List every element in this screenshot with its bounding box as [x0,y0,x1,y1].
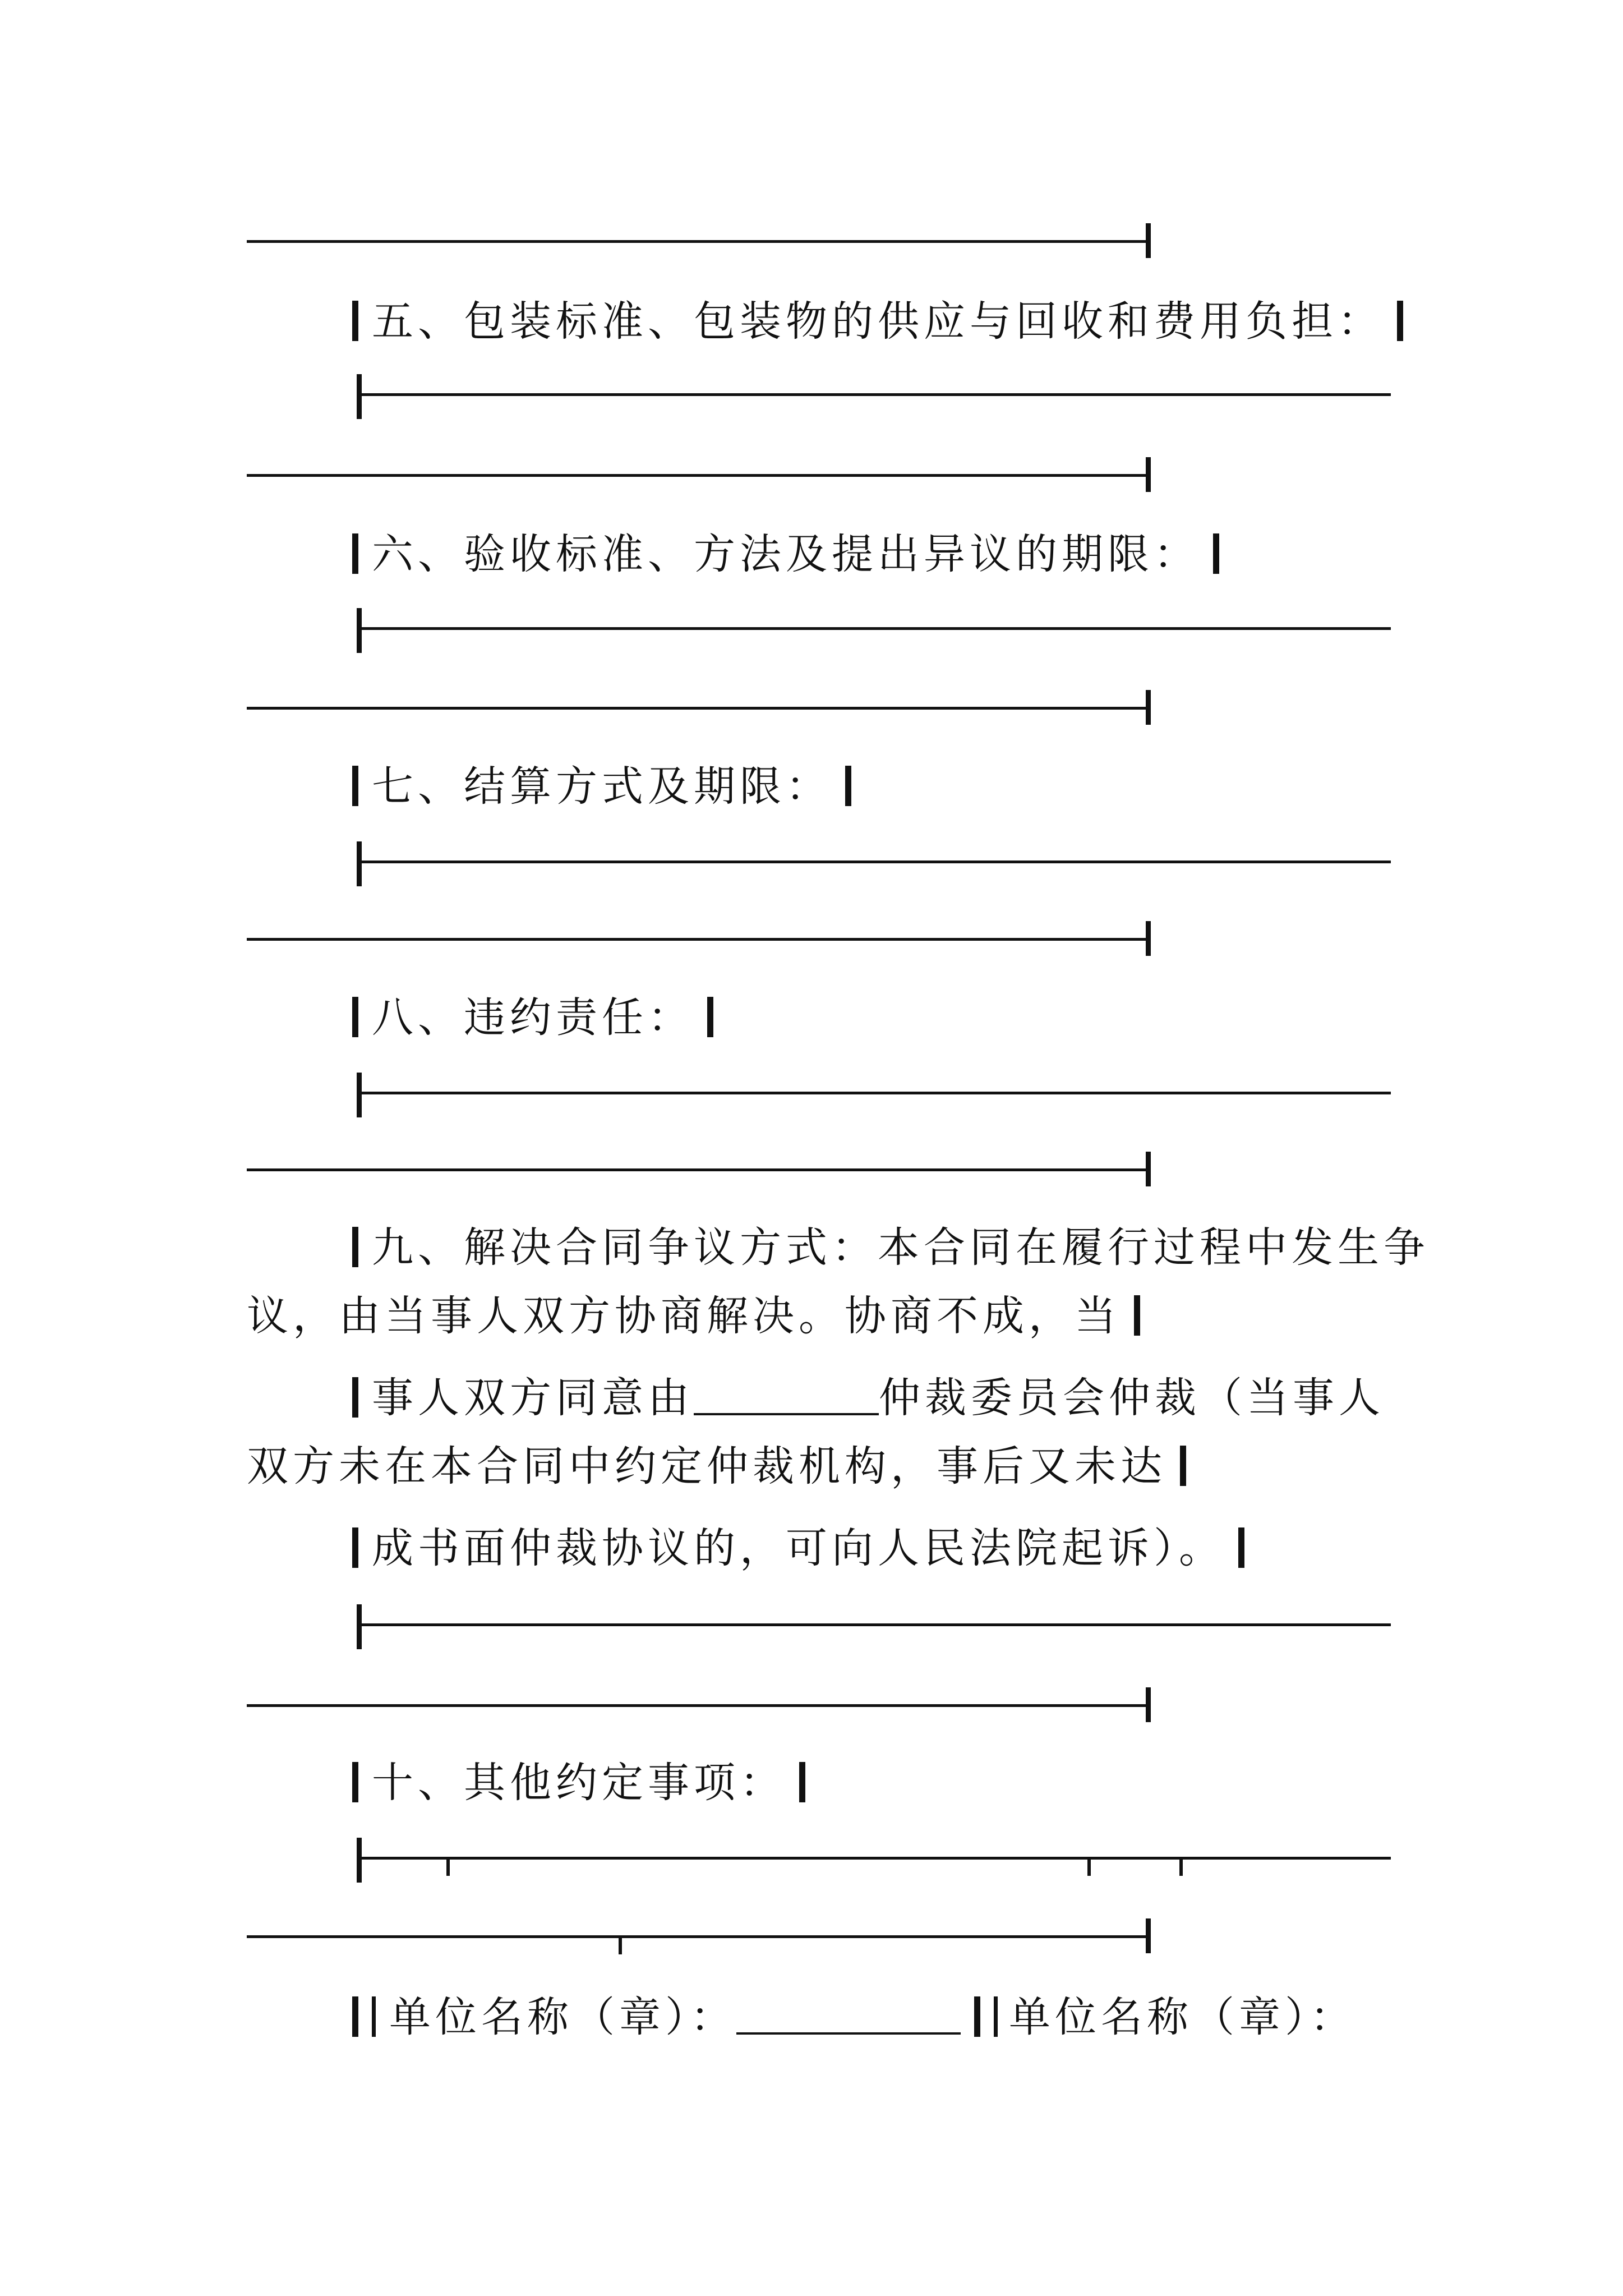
table-tick [446,1857,450,1876]
table-border [1180,1446,1186,1486]
table-border [352,301,358,341]
table-border [357,374,362,419]
table-rule-end [1146,1918,1151,1953]
table-border [352,997,358,1037]
table-border [845,766,851,806]
table-border [357,1838,362,1883]
table-border [1238,1527,1244,1568]
section-9-text: 事人双方同意由 [372,1374,694,1422]
arbitration-commission-blank[interactable] [694,1379,879,1415]
table-border [707,997,713,1037]
section-8-text: 八、违约责任： [372,993,694,1042]
section-10-text: 十、其他约定事项： [372,1759,786,1807]
section-9-text: 议，由当事人双方协商解决。协商不成，当 [247,1292,1121,1340]
table-rule [247,474,1150,477]
table-rule [247,707,1150,710]
section-8-heading [352,991,713,1045]
table-border [799,1762,805,1802]
section-9-line-2 [247,1289,1140,1343]
table-rule [359,861,1391,863]
section-7-heading [352,760,851,813]
section-9-text: 九、解决合同争议方式：本合同在履行过程中发生争 [372,1223,1430,1272]
table-rule [359,393,1391,396]
table-border [357,608,362,653]
table-border [1397,301,1403,341]
party-a-unit-name-blank[interactable] [736,1999,961,2035]
table-rule [359,627,1391,630]
table-rule-end [1146,690,1151,725]
table-rule [359,1623,1391,1626]
table-rule [247,1168,1150,1171]
section-9-text: 仲裁委员会仲裁（当事人 [879,1374,1385,1422]
section-9-line-4 [247,1439,1186,1493]
table-rule-end [1146,223,1151,258]
section-5-text: 五、包装标准、包装物的供应与回收和费用负担： [372,297,1384,346]
section-10-heading [352,1756,805,1810]
table-border [1213,533,1219,574]
table-rule-end [1146,1687,1151,1722]
table-rule [247,240,1150,243]
section-6-heading [352,527,1219,581]
section-9-line-1 [352,1221,1430,1274]
table-rule-end [1146,921,1151,956]
table-border [352,533,358,574]
section-9-line-5 [352,1521,1244,1575]
table-border [352,766,358,806]
section-7-text: 七、结算方式及期限： [372,762,832,811]
table-tick [619,1935,622,1954]
table-border [352,1227,358,1267]
party-b-unit-name-label: 单位名称（章）： [1009,1993,1356,2041]
table-rule-end [1146,1152,1151,1186]
section-6-text: 六、验收标准、方法及提出异议的期限： [372,530,1200,578]
table-rule [247,938,1150,941]
section-5-heading [352,295,1403,348]
table-rule [247,1935,1150,1938]
table-border [994,1996,998,2037]
table-border [352,1996,358,2037]
table-border [372,1996,376,2037]
table-border [357,1604,362,1649]
table-tick [1087,1857,1091,1876]
table-border [357,841,362,886]
table-rule [247,1704,1150,1707]
table-border [352,1527,358,1568]
section-9-text: 双方未在本合同中约定仲裁机构，事后又未达 [247,1442,1166,1490]
table-rule-end [1146,457,1151,492]
section-9-line-3 [352,1371,1385,1425]
table-rule [359,1092,1391,1094]
signature-row [352,1990,1356,2044]
party-a-unit-name-label: 单位名称（章）： [389,1993,736,2041]
table-border [1134,1295,1140,1336]
table-tick [1179,1857,1183,1876]
table-border [352,1377,358,1418]
table-border [357,1073,362,1117]
table-rule [359,1857,1391,1860]
section-9-text: 成书面仲裁协议的，可向人民法院起诉）。 [372,1524,1225,1572]
table-border [352,1762,358,1802]
table-border [974,1996,980,2037]
